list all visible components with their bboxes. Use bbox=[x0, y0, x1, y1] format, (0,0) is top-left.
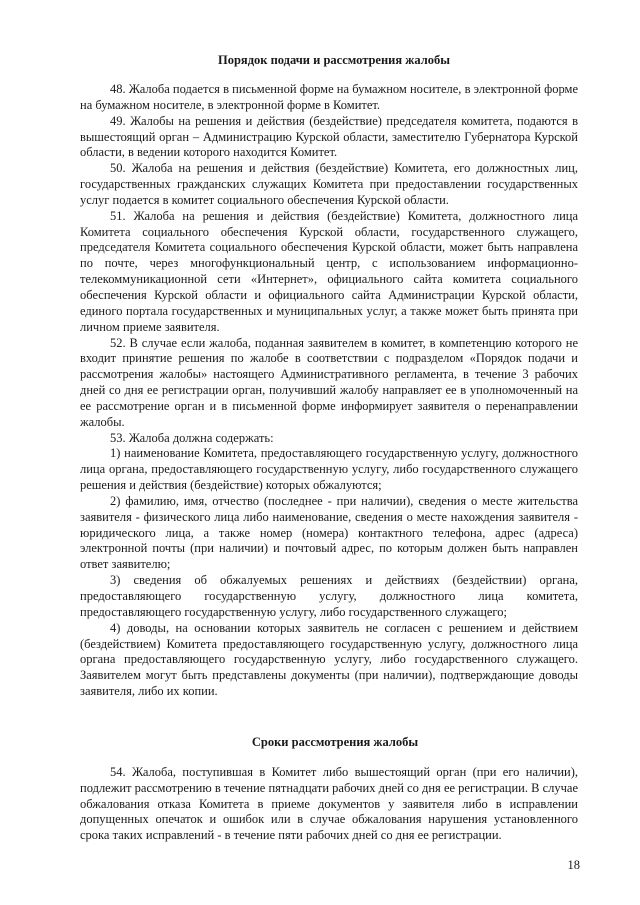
list-item-53-2: 2) фамилию, имя, отчество (последнее - при наличии), сведения о месте жительства заявителя - физического лица либо наименование, сведения о месте нахождения заявителя - юридического лица, а также номер (номера) контактного телефона, адрес (адреса) электронной почты (при наличии) и почтовый адрес, по которым должен быть направлен ответ заявителю; bbox=[80, 493, 578, 572]
paragraph-54: 54. Жалоба, поступившая в Комитет либо вышестоящий орган (при его наличии), подлежит рассмотрению в течение пятнадцати рабочих дней со дня ее регистрации. В случае обжалования отказа Комитета в приеме документов у заявителя либо в исправлении допущенных опечаток и ошибок или в случае обжалования нарушения установленного срока таких исправлений - в течение пяти рабочих дней со дня ее регистрации. bbox=[80, 764, 578, 843]
paragraph-51: 51. Жалоба на решения и действия (бездействие) Комитета, должностного лица Комитета социального обеспечения Курской области, государственного служащего, председателя Комитета социального обеспечения Курской области, может быть направлена по почте, через многофункциональный центр, с использованием информационно-телекоммуникационной сети «Интернет», официального сайта комитета социального обеспечения Курской области и официального сайта Администрации Курской области, единого портала государственных и муниципальных услуг, а также может быть принята при личном приеме заявителя. bbox=[80, 208, 578, 334]
paragraph-48: 48. Жалоба подается в письменной форме на бумажном носителе, в электронной форме на бумажном носителе, в электронной форме в Комитет. bbox=[80, 82, 578, 112]
list-item-53-4: 4) доводы, на основании которых заявитель не согласен с решением и действием (бездействием) Комитета предоставляющего государственную услугу, должностного лица органа предоставляющего государственную услугу, либо государственного служащего. Заявителем могут быть представлены документы (при наличии), подтверждающие доводы заявителя, либо их копии. bbox=[80, 620, 578, 699]
list-item-53-1: 1) наименование Комитета, предоставляющего государственную услугу, должностного лица органа, предоставляющего государственную услугу, либо государственного служащего решения и действия (бездействие) которых обжалуются; bbox=[80, 446, 578, 493]
section-title-review-terms: Сроки рассмотрения жалобы bbox=[251, 734, 419, 749]
paragraph-53: 53. Жалоба должна содержать: bbox=[110, 430, 274, 445]
list-item-53-3: 3) сведения об обжалуемых решениях и действиях (бездействии) органа, предоставляющего государственную услугу, должностного лица комитета, предоставляющего государственную услугу, либо государственного служащего; bbox=[80, 573, 578, 619]
section-title-complaint-procedure: Порядок подачи и рассмотрения жалобы bbox=[218, 53, 450, 67]
paragraph-49: 49. Жалобы на решения и действия (бездействие) председателя комитета, подаются в вышестоящий орган – Администрацию Курской области, заместителю Губернатора Курской области, в ведении которого находится Комитет. bbox=[80, 113, 578, 160]
paragraph-52: 52. В случае если жалоба, поданная заявителем в комитет, в компетенцию которого не входит принятие решения по жалобе в соответствии с подразделом «Порядок подачи и рассмотрения жалобы» настоящего Административного регламента, в течение 3 рабочих дней со дня ее регистрации орган, получивший жалобу направляет ее в уполномоченный на ее рассмотрение орган и в письменной форме информирует заявителя о перенаправлении жалобы. bbox=[80, 335, 578, 429]
page-number: 18 bbox=[567, 858, 580, 872]
paragraph-50: 50. Жалоба на решения и действия (бездействие) Комитета, его должностных лиц, государственных гражданских служащих Комитета при предоставлении государственных услуг подается в комитет социального обеспечения Курской области. bbox=[80, 161, 578, 207]
